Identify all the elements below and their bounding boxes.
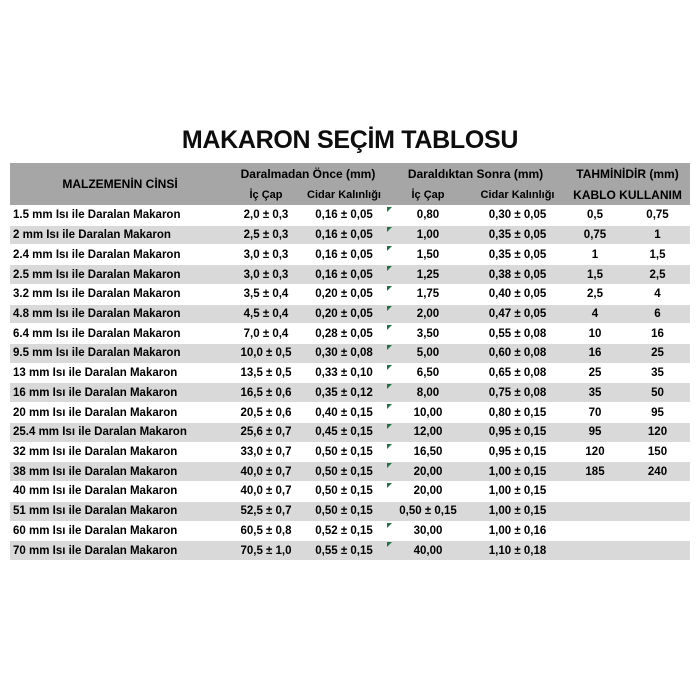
makaron-selection-table (10, 163, 690, 561)
cell-material: 70 mm Isı ile Daralan Makaron (13, 544, 178, 557)
cell-cidar-sonra: 1,00 ± 0,15 (488, 485, 547, 498)
cell-cidar-sonra: 0,30 ± 0,05 (488, 209, 547, 222)
cell-cidar-sonra: 0,38 ± 0,05 (488, 268, 547, 281)
cell-ic-cap-sonra: 0,80 (386, 206, 470, 225)
cell-kablo-max: 35 (651, 367, 664, 380)
cell-ic-cap-once: 3,0 ± 0,3 (243, 268, 289, 281)
cell-ic-cap-once: 16,5 ± 0,6 (240, 386, 292, 399)
cell-ic-cap-sonra: 3,50 (386, 324, 470, 343)
cell-material: 40 mm Isı ile Daralan Makaron (13, 485, 178, 498)
table-row (10, 541, 690, 561)
cell-kablo-min: 4 (591, 307, 599, 320)
cell-cidar-once: 0,50 ± 0,15 (315, 505, 373, 518)
cell-kablo-min: 185 (585, 465, 605, 478)
cell-ic-cap-once: 40,0 ± 0,7 (240, 465, 292, 478)
cell-kablo-max: 120 (647, 426, 668, 439)
header-wall-thickness-after: Cidar Kalınlığı (480, 188, 555, 201)
cell-ic-cap-sonra: 1,00 (386, 226, 470, 245)
header-material-type: MALZEMENİN CİNSİ (62, 177, 178, 191)
cell-ic-cap-once: 3,5 ± 0,4 (243, 288, 289, 301)
cell-ic-cap-sonra: 10,00 (386, 403, 470, 422)
cell-cidar-once: 0,35 ± 0,12 (315, 386, 373, 399)
table-row (10, 502, 690, 522)
cell-kablo-min: 1,5 (587, 268, 603, 281)
cell-kablo-min: 95 (588, 426, 602, 439)
cell-cidar-sonra: 0,95 ± 0,15 (488, 445, 547, 458)
cell-ic-cap-sonra: 1,75 (386, 285, 470, 304)
cell-ic-cap-sonra: 0,50 ± 0,15 (399, 505, 457, 518)
cell-cidar-once: 0,50 ± 0,15 (315, 465, 373, 478)
cell-cidar-once: 0,16 ± 0,05 (315, 209, 373, 222)
cell-cidar-sonra: 1,10 ± 0,18 (488, 544, 547, 557)
cell-ic-cap-sonra: 16,50 (386, 443, 470, 462)
cell-kablo-min: 10 (588, 327, 602, 340)
cell-kablo-max: 1,5 (649, 248, 666, 261)
cell-ic-cap-once: 10,0 ± 0,5 (240, 347, 292, 360)
cell-kablo-max: 2,5 (649, 268, 666, 281)
table-row (10, 522, 690, 542)
table-row (10, 245, 690, 265)
header-group-estimated: TAHMİNİDİR (mm) (576, 166, 679, 181)
cell-ic-cap-once: 52,5 ± 0,7 (240, 505, 292, 518)
cell-kablo-max (625, 482, 690, 501)
cell-kablo-max: 6 (654, 307, 661, 320)
cell-cidar-once: 0,52 ± 0,15 (315, 524, 373, 537)
cell-ic-cap-once: 40,0 ± 0,7 (240, 485, 292, 498)
cell-cidar-sonra: 0,60 ± 0,08 (488, 347, 547, 360)
cell-ic-cap-sonra: 5,00 (386, 344, 470, 363)
cell-material: 20 mm Isı ile Daralan Makaron (13, 406, 178, 419)
cell-ic-cap-once: 25,6 ± 0,7 (240, 426, 292, 439)
cell-cidar-sonra: 0,35 ± 0,05 (488, 229, 547, 242)
cell-cidar-once: 0,16 ± 0,05 (315, 229, 373, 242)
cell-kablo-max: 16 (651, 327, 664, 340)
cell-cidar-once: 0,45 ± 0,15 (315, 426, 373, 439)
cell-material: 16 mm Isı ile Daralan Makaron (13, 386, 178, 399)
cell-ic-cap-sonra: 12,00 (386, 423, 470, 442)
table-row (10, 344, 690, 364)
cell-ic-cap-sonra: 1,25 (386, 265, 470, 284)
header-wall-thickness-before: Cidar Kalınlığı (307, 188, 381, 201)
table-row (10, 423, 690, 443)
table-row (10, 324, 690, 344)
cell-ic-cap-sonra: 40,00 (386, 541, 470, 560)
cell-ic-cap-sonra: 20,00 (386, 462, 470, 481)
cell-cidar-sonra: 1,00 ± 0,15 (488, 465, 547, 478)
cell-ic-cap-sonra: 1,50 (386, 245, 470, 264)
cell-cidar-sonra: 1,00 ± 0,16 (488, 524, 547, 537)
cell-kablo-min (565, 522, 625, 541)
cell-ic-cap-once: 20,5 ± 0,6 (240, 406, 292, 419)
table-row (10, 285, 690, 305)
table-row (10, 305, 690, 325)
header-inner-diameter-after: İç Çap (411, 188, 445, 201)
cell-ic-cap-once: 70,5 ± 1,0 (240, 544, 292, 557)
cell-kablo-max: 95 (651, 406, 664, 419)
cell-cidar-once: 0,20 ± 0,05 (315, 288, 373, 301)
cell-ic-cap-once: 33,0 ± 0,7 (240, 445, 292, 458)
cell-cidar-sonra: 0,75 ± 0,08 (488, 386, 547, 399)
table-row (10, 383, 690, 403)
cell-material: 60 mm Isı ile Daralan Makaron (13, 524, 178, 537)
cell-kablo-min: 16 (588, 347, 602, 360)
header-group-after-shrink: Daraldıktan Sonra (mm) (407, 166, 544, 181)
cell-kablo-max: 25 (651, 347, 664, 360)
cell-cidar-once: 0,16 ± 0,05 (315, 248, 373, 261)
cell-kablo-min: 70 (588, 406, 602, 419)
cell-cidar-once: 0,16 ± 0,05 (315, 268, 373, 281)
cell-cidar-sonra: 1,00 ± 0,15 (488, 505, 547, 518)
header-inner-diameter-before: İç Çap (249, 188, 283, 201)
cell-kablo-max (625, 502, 690, 521)
cell-material: 2 mm Isı ile Daralan Makaron (13, 229, 171, 242)
cell-kablo-min: 0,75 (583, 229, 607, 242)
cell-cidar-once: 0,20 ± 0,05 (315, 307, 373, 320)
cell-kablo-min: 35 (588, 386, 602, 399)
cell-ic-cap-sonra: 20,00 (386, 482, 470, 501)
cell-ic-cap-sonra: 2,00 (386, 305, 470, 324)
cell-ic-cap-once: 7,0 ± 0,4 (243, 327, 289, 340)
table-row (10, 482, 690, 502)
table-row (10, 265, 690, 285)
cell-kablo-min: 25 (588, 367, 602, 380)
cell-kablo-max: 1 (654, 229, 661, 242)
cell-ic-cap-once: 3,0 ± 0,3 (243, 248, 289, 261)
cell-cidar-once: 0,50 ± 0,15 (315, 445, 373, 458)
table-row (10, 206, 690, 226)
cell-cidar-sonra: 0,55 ± 0,08 (488, 327, 547, 340)
page-title: MAKARON SEÇİM TABLOSU (181, 126, 519, 154)
cell-material: 1.5 mm Isı ile Daralan Makaron (13, 209, 181, 222)
cell-cidar-once: 0,50 ± 0,15 (315, 485, 373, 498)
cell-kablo-max: 150 (647, 445, 668, 458)
table-row (10, 226, 690, 246)
cell-material: 2.5 mm Isı ile Daralan Makaron (13, 268, 181, 281)
cell-kablo-min: 120 (585, 445, 605, 458)
cell-cidar-sonra: 0,40 ± 0,05 (488, 288, 547, 301)
cell-kablo-min (565, 502, 625, 521)
cell-cidar-sonra: 0,80 ± 0,15 (488, 406, 547, 419)
cell-kablo-min: 1 (591, 248, 599, 261)
cell-material: 2.4 mm Isı ile Daralan Makaron (13, 248, 181, 261)
cell-material: 6.4 mm Isı ile Daralan Makaron (13, 327, 181, 340)
cell-ic-cap-once: 2,0 ± 0,3 (243, 209, 289, 222)
cell-ic-cap-once: 13,5 ± 0,5 (240, 367, 292, 380)
table-header (10, 163, 690, 206)
cell-kablo-max: 240 (647, 465, 668, 478)
cell-material: 25.4 mm Isı ile Daralan Makaron (13, 426, 187, 439)
table-row (10, 403, 690, 423)
header-group-before-shrink: Daralmadan Önce (mm) (240, 166, 376, 181)
cell-cidar-once: 0,33 ± 0,10 (315, 367, 373, 380)
cell-kablo-max: 50 (651, 386, 664, 399)
cell-ic-cap-once: 4,5 ± 0,4 (243, 307, 289, 320)
table-row (10, 443, 690, 463)
cell-kablo-min: 0,5 (587, 209, 603, 222)
cell-kablo-min: 2,5 (587, 288, 603, 301)
table-body (10, 206, 690, 561)
cell-material: 4.8 mm Isı ile Daralan Makaron (13, 307, 181, 320)
cell-material: 9.5 mm Isı ile Daralan Makaron (13, 347, 181, 360)
cell-cidar-sonra: 0,47 ± 0,05 (488, 307, 547, 320)
cell-cidar-once: 0,30 ± 0,08 (315, 347, 373, 360)
table-row (10, 462, 690, 482)
cell-cidar-once: 0,55 ± 0,15 (315, 544, 373, 557)
cell-ic-cap-once: 2,5 ± 0,3 (243, 229, 289, 242)
table-row (10, 364, 690, 384)
cell-material: 32 mm Isı ile Daralan Makaron (13, 445, 178, 458)
cell-kablo-max (625, 522, 690, 541)
cell-material: 3.2 mm Isı ile Daralan Makaron (13, 288, 181, 301)
cell-kablo-max (625, 541, 690, 560)
cell-ic-cap-sonra: 6,50 (386, 364, 470, 383)
cell-ic-cap-sonra: 30,00 (386, 522, 470, 541)
cell-material: 38 mm Isı ile Daralan Makaron (13, 465, 178, 478)
cell-kablo-max: 0,75 (646, 209, 669, 222)
cell-kablo-min (565, 541, 625, 560)
header-cable-usage: KABLO KULLANIM (573, 187, 682, 202)
cell-kablo-min (565, 482, 625, 501)
cell-kablo-max: 4 (654, 288, 661, 301)
cell-ic-cap-once: 60,5 ± 0,8 (240, 524, 292, 537)
cell-cidar-once: 0,40 ± 0,15 (315, 406, 373, 419)
cell-material: 13 mm Isı ile Daralan Makaron (13, 367, 178, 380)
cell-ic-cap-sonra: 8,00 (386, 383, 470, 402)
cell-cidar-once: 0,28 ± 0,05 (315, 327, 373, 340)
cell-cidar-sonra: 0,65 ± 0,08 (488, 367, 547, 380)
cell-material: 51 mm Isı ile Daralan Makaron (13, 505, 178, 518)
cell-cidar-sonra: 0,35 ± 0,05 (488, 248, 547, 261)
cell-cidar-sonra: 0,95 ± 0,15 (488, 426, 547, 439)
